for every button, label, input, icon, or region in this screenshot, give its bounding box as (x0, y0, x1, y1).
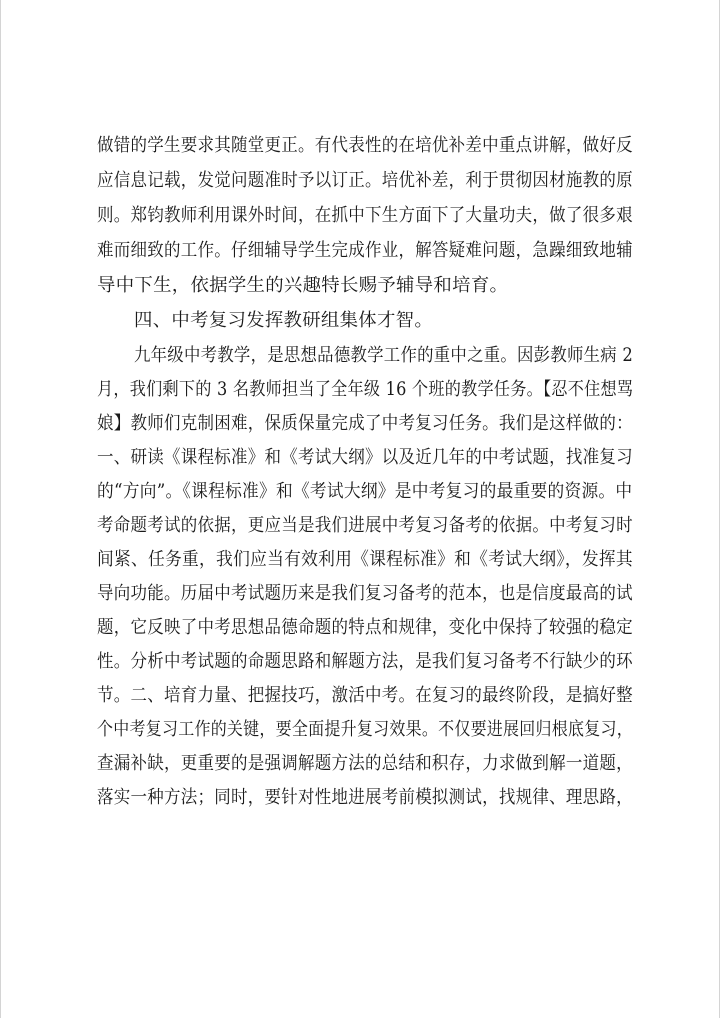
text-line: 做错的学生要求其随堂更正。有代表性的在培优补差中重点讲解，做好反 (97, 135, 633, 156)
paragraph-first-line: 九年级中考教学，是思想品德教学工作的重中之重。因彭教师生病 2 (134, 345, 634, 366)
text-line: 导向功能。历届中考试题历来是我们复习备考的范本，也是信度最高的试 (97, 583, 633, 604)
text-line: 导中下生，依据学生的兴趣特长赐予辅导和培育。 (97, 275, 509, 296)
text-line: 题，它反映了中考思想品德命题的特点和规律，变化中保持了较强的稳定 (97, 617, 633, 638)
text-line: 考命题考试的依据，更应当是我们进展中考复习备考的依据。中考复习时 (97, 515, 633, 536)
text-line: 难而细致的工作。仔细辅导学生完成作业，解答疑难问题，急躁细致地辅 (97, 240, 633, 261)
text-line: 月，我们剩下的 3 名教师担当了全年级 16 个班的教学任务。【忍不住想骂 (97, 379, 634, 400)
text-line: 个中考复习工作的关键，要全面提升复习效果。不仅要进展回归根底复习， (97, 719, 633, 740)
text-line: 间紧、任务重，我们应当有效利用《课程标准》和《考试大纲》，发挥其 (97, 549, 633, 570)
text-line: 娘】教师们克制困难，保质保量完成了中考复习任务。我们是这样做的： (97, 413, 633, 434)
text-line: 一、研读《课程标准》和《考试大纲》以及近几年的中考试题，找准复习 (97, 447, 633, 468)
text-line: 应信息记载，发觉问题准时予以订正。培优补差，利于贯彻因材施教的原 (97, 170, 633, 191)
section-heading: 四、中考复习发挥教研组集体才智。 (134, 310, 434, 331)
text-line: 的“方向”。《课程标准》和《考试大纲》是中考复习的最重要的资源。中 (97, 481, 633, 502)
text-line: 查漏补缺，更重要的是强调解题方法的总结和积存，力求做到解一道题， (97, 753, 633, 774)
text-line: 节。二、培育力量、把握技巧，激活中考。在复习的最终阶段，是搞好整 (97, 685, 633, 706)
text-line: 落实一种方法；同时，要针对性地进展考前模拟测试，找规律、理思路， (97, 787, 633, 808)
text-line: 则。郑钧教师利用课外时间，在抓中下生方面下了大量功夫，做了很多艰 (97, 205, 633, 226)
text-line: 性。分析中考试题的命题思路和解题方法，是我们复习备考不行缺少的环 (97, 651, 633, 672)
